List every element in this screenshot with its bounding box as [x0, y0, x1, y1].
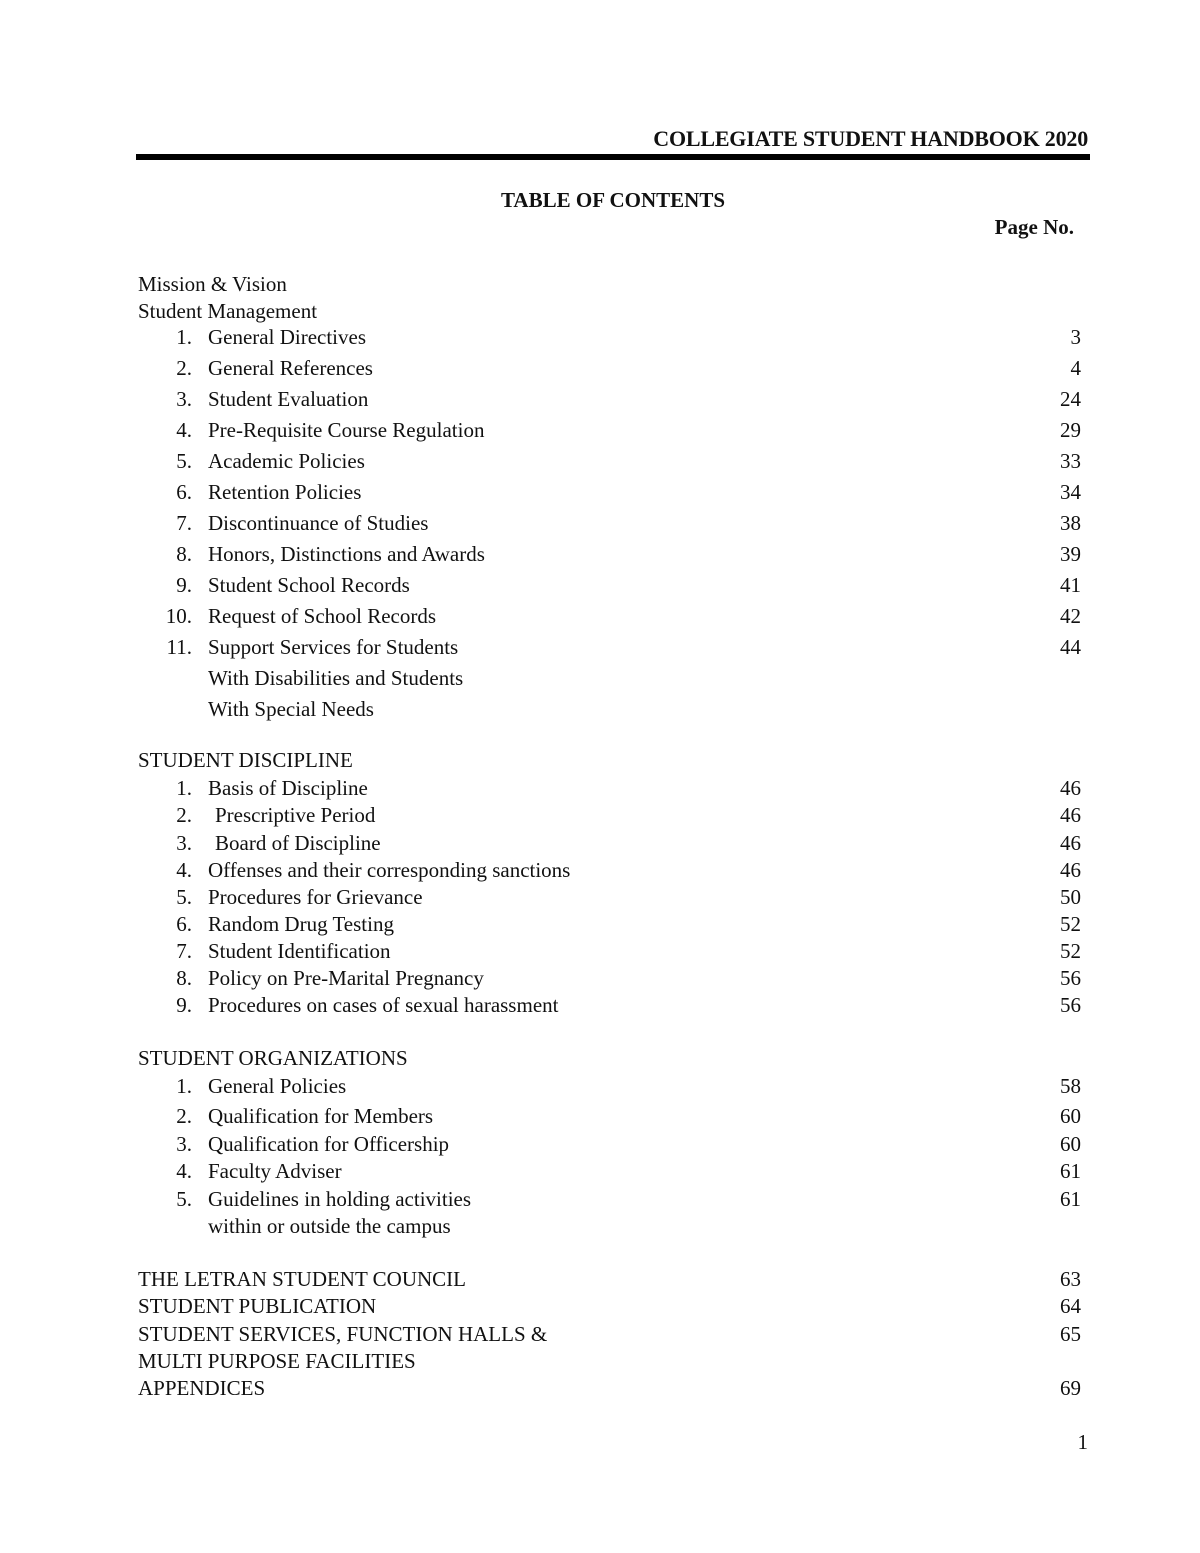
toc-entry-number: 9.	[176, 993, 192, 1017]
toc-entry-page: 39	[1060, 542, 1081, 566]
toc-entry	[0, 856, 1200, 884]
toc-entry-page: 65	[1060, 1322, 1081, 1346]
toc-entry	[0, 509, 1200, 537]
toc-entry	[0, 991, 1200, 1019]
toc-entry	[0, 910, 1200, 938]
toc-entry-text: THE LETRAN STUDENT COUNCIL	[138, 1267, 467, 1291]
toc-entry-number: 1.	[176, 325, 192, 349]
toc-entry	[0, 964, 1200, 992]
toc-title: TABLE OF CONTENTS	[500, 188, 726, 212]
header-rule	[136, 154, 1090, 160]
toc-entry-number: 8.	[176, 966, 192, 990]
toc-entry	[0, 1157, 1200, 1185]
toc-entry-page: 69	[1060, 1376, 1081, 1400]
toc-entry-page: 46	[1060, 803, 1081, 827]
toc-entry	[0, 1212, 1200, 1240]
toc-entry	[0, 695, 1200, 723]
toc-entry-text: General Directives	[208, 325, 367, 349]
toc-entry	[0, 447, 1200, 475]
toc-entry	[0, 571, 1200, 599]
toc-entry	[0, 937, 1200, 965]
toc-entry-text: Procedures on cases of sexual harassment	[208, 993, 559, 1017]
toc-entry-text: Pre-Requisite Course Regulation	[208, 418, 485, 442]
toc-entry-page: 56	[1060, 993, 1081, 1017]
toc-entry-number: 4.	[176, 418, 192, 442]
toc-entry-number: 3.	[176, 831, 192, 855]
toc-entry-number: 5.	[176, 885, 192, 909]
toc-entry-number: 1.	[176, 776, 192, 800]
toc-entry-page: 61	[1060, 1159, 1081, 1183]
toc-entry	[0, 774, 1200, 802]
toc-entry-number: 6.	[176, 480, 192, 504]
toc-entry	[0, 633, 1200, 661]
toc-entry-page: 46	[1060, 831, 1081, 855]
toc-entry-text: Qualification for Members	[208, 1104, 434, 1128]
toc-entry-text: Request of School Records	[208, 604, 437, 628]
toc-entry-page: 46	[1060, 858, 1081, 882]
toc-entry-text: Discontinuance of Studies	[208, 511, 429, 535]
toc-entry-page: 58	[1060, 1074, 1081, 1098]
toc-entry-page: 50	[1060, 885, 1081, 909]
header-title: COLLEGIATE STUDENT HANDBOOK 2020	[653, 126, 1088, 151]
toc-entry-text: Board of Discipline	[215, 831, 381, 855]
toc-entry	[0, 1072, 1200, 1100]
toc-entry-page: 64	[1060, 1294, 1081, 1318]
toc-entry-page: 29	[1060, 418, 1081, 442]
toc-entry-number: 5.	[176, 449, 192, 473]
toc-entry	[0, 478, 1200, 506]
toc-entry-text: Basis of Discipline	[208, 776, 368, 800]
toc-entry-text: Faculty Adviser	[208, 1159, 342, 1183]
toc-entry	[0, 883, 1200, 911]
toc-entry-page: 33	[1060, 449, 1081, 473]
toc-entry	[0, 1185, 1200, 1213]
toc-entry-text: STUDENT SERVICES, FUNCTION HALLS &	[138, 1322, 548, 1346]
toc-entry-text: Policy on Pre-Marital Pregnancy	[208, 966, 484, 990]
toc-entry-number: 3.	[176, 1132, 192, 1156]
toc-entry-number: 1.	[176, 1074, 192, 1098]
toc-entry	[0, 1130, 1200, 1158]
toc-entry-page: 60	[1060, 1104, 1081, 1128]
toc-entry-number: 5.	[176, 1187, 192, 1211]
toc-entry-text: Support Services for Students	[208, 635, 459, 659]
toc-entry-text: Guidelines in holding activities	[208, 1187, 472, 1211]
toc-entry-text: Student School Records	[208, 573, 410, 597]
toc-entry-number: 2.	[176, 803, 192, 827]
toc-entry-number: 9.	[176, 573, 192, 597]
toc-entry	[0, 1374, 1200, 1402]
toc-entry-text: within or outside the campus	[208, 1214, 451, 1238]
toc-entry	[0, 354, 1200, 382]
toc-entry-text: Offenses and their corresponding sanctions	[208, 858, 571, 882]
toc-entry-number: 7.	[176, 939, 192, 963]
toc-entry-page: 42	[1060, 604, 1081, 628]
toc-entry-text: STUDENT DISCIPLINE	[138, 748, 353, 772]
toc-entry-text: Prescriptive Period	[215, 803, 376, 827]
toc-entry-text: Student Identification	[208, 939, 391, 963]
toc-entry	[0, 416, 1200, 444]
toc-entry-text: Academic Policies	[208, 449, 365, 473]
toc-entry-text: STUDENT ORGANIZATIONS	[138, 1046, 408, 1070]
toc-entry	[0, 746, 1200, 774]
toc-entry-page: 41	[1060, 573, 1081, 597]
toc-entry-number: 2.	[176, 356, 192, 380]
toc-entry-number: 4.	[176, 1159, 192, 1183]
toc-entry-page: 61	[1060, 1187, 1081, 1211]
toc-entry-page: 4	[1070, 356, 1081, 380]
toc-entry	[0, 270, 1200, 298]
toc-entry-page: 52	[1060, 912, 1081, 936]
toc-entry-page: 24	[1060, 387, 1081, 411]
toc-entry-number: 8.	[176, 542, 192, 566]
toc-entry-number: 4.	[176, 858, 192, 882]
toc-entry-text: General References	[208, 356, 373, 380]
toc-entry-text: MULTI PURPOSE FACILITIES	[138, 1349, 416, 1373]
toc-entry-text: Random Drug Testing	[208, 912, 394, 936]
toc-entry	[0, 1044, 1200, 1072]
toc-entry-number: 11.	[166, 635, 192, 659]
toc-entry-text: Procedures for Grievance	[208, 885, 423, 909]
toc-entry	[0, 540, 1200, 568]
toc-entry-number: 3.	[176, 387, 192, 411]
toc-entry	[0, 385, 1200, 413]
toc-entry	[0, 1347, 1200, 1375]
toc-entry-page: 60	[1060, 1132, 1081, 1156]
toc-entry-page: 52	[1060, 939, 1081, 963]
page-number: 1	[1077, 1430, 1088, 1454]
toc-entry-text: General Policies	[208, 1074, 347, 1098]
toc-entry	[0, 1102, 1200, 1130]
toc-entry-text: With Special Needs	[208, 697, 374, 721]
toc-entry-page: 34	[1060, 480, 1081, 504]
toc-entry-page: 56	[1060, 966, 1081, 990]
toc-entry-text: Honors, Distinctions and Awards	[208, 542, 485, 566]
toc-entry	[0, 323, 1200, 351]
toc-entry	[0, 602, 1200, 630]
toc-entry-text: Student Evaluation	[208, 387, 369, 411]
toc-entry-page: 3	[1070, 325, 1081, 349]
toc-entry-number: 10.	[165, 604, 192, 628]
toc-entry-page: 46	[1060, 776, 1081, 800]
toc-entry-text: Mission & Vision	[138, 272, 287, 296]
toc-entry-text: With Disabilities and Students	[208, 666, 464, 690]
toc-entry-text: Retention Policies	[208, 480, 362, 504]
toc-entry	[0, 1265, 1200, 1293]
toc-entry-number: 2.	[176, 1104, 192, 1128]
toc-entry	[0, 1320, 1200, 1348]
toc-entry-number: 7.	[176, 511, 192, 535]
toc-entry-text: APPENDICES	[138, 1376, 266, 1400]
toc-entry-page: 63	[1060, 1267, 1081, 1291]
toc-entry	[0, 801, 1200, 829]
toc-entry-page: 44	[1060, 635, 1081, 659]
toc-entry-number: 6.	[176, 912, 192, 936]
page-column-label: Page No.	[994, 215, 1074, 239]
toc-entry-text: Qualification for Officership	[208, 1132, 450, 1156]
toc-entry	[0, 297, 1200, 325]
toc-entry-page: 38	[1060, 511, 1081, 535]
toc-entry	[0, 829, 1200, 857]
toc-entry	[0, 664, 1200, 692]
toc-entry-text: Student Management	[138, 299, 318, 323]
toc-entry	[0, 1292, 1200, 1320]
toc-entry-text: STUDENT PUBLICATION	[138, 1294, 377, 1318]
